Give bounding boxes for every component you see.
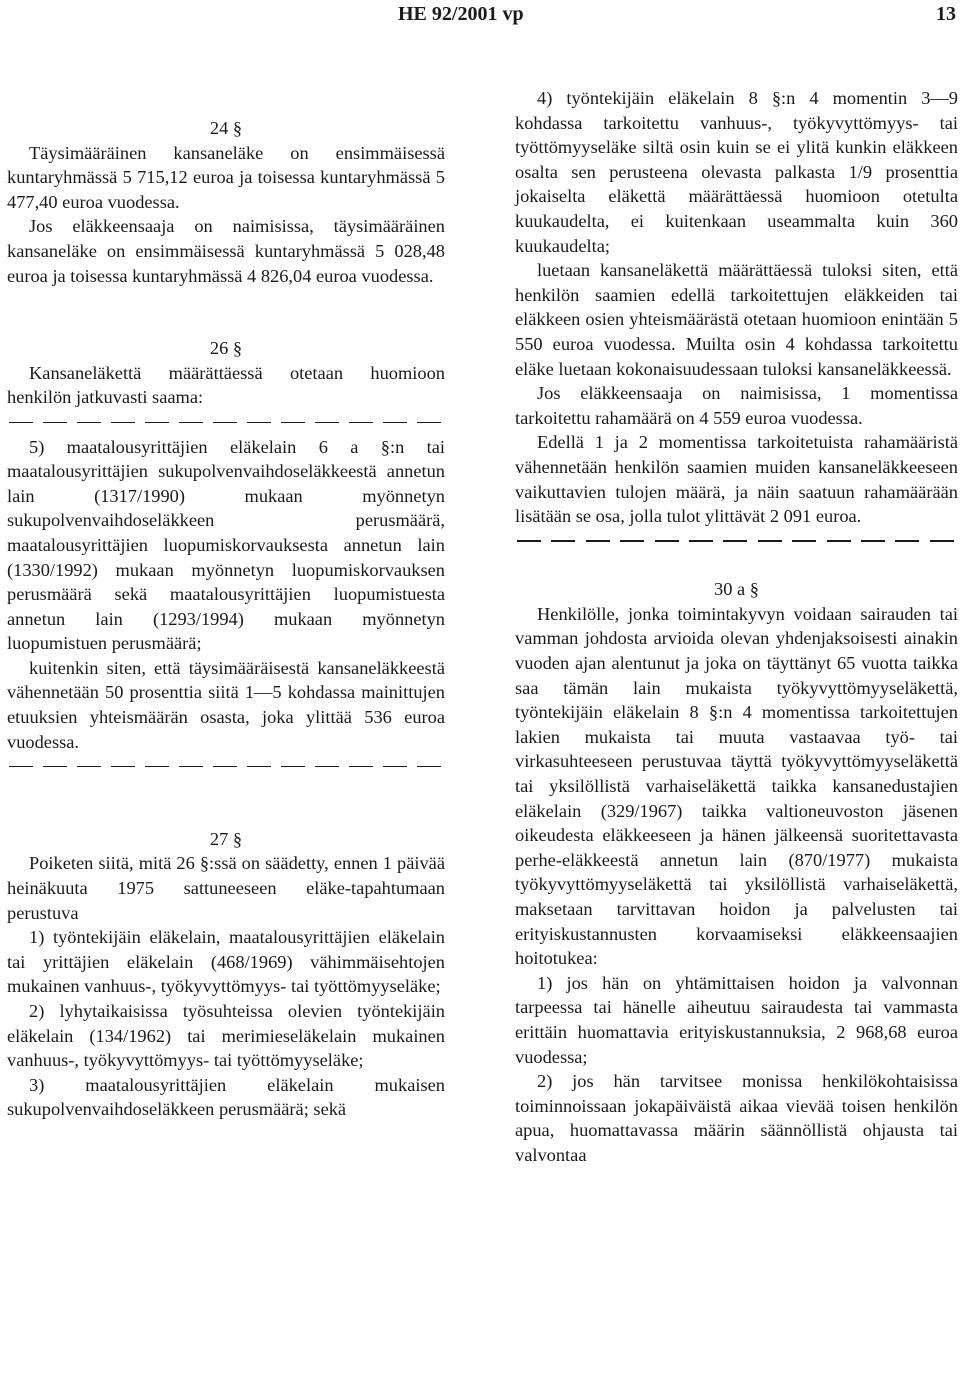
paragraph: 4) työntekijäin eläkelain 8 §:n 4 momentin 3—9 kohdassa tarkoitettu vanhuus-, työkyvyttömyys- tai työttömyyseläke siltä osin kuin se ei ylitä kunkin eläkkeen osalta sen perusteena olevasta palkasta 1/9 prosenttia jokaiselta eläkettä määrättäessä huomioon otetulta kuukaudelta, ei kuitenkaan useammalta kuin 360 kuukaudelta; (515, 88, 958, 256)
document-id: HE 92/2001 vp (398, 3, 524, 25)
left-column (7, 86, 445, 1122)
omission-dashes (7, 754, 445, 779)
paragraph: 1) jos hän on yhtämittaisen hoidon ja valvonnan tarpeessa tai hänelle aiheutuu sairaudesta tai vammasta erittäin huomattavia erityiskustannuksia, 2 968,68 euroa vuodessa; (515, 972, 958, 1067)
section-heading-27: 27 § (209, 828, 243, 849)
omission-dashes (515, 529, 958, 554)
paragraph: kuitenkin siten, että täysimääräisestä kansaneläkkeestä vähennetään 50 prosenttia siitä 1—5 kohdassa mainittujen etuuksien yhteismäärän osasta, joka ylittää 536 euroa vuodessa. (7, 657, 445, 752)
paragraph: Edellä 1 ja 2 momentissa tarkoitetuista rahamääristä vähennetään henkilön saamien muiden kansaneläkkeeseen vaikuttavien tulojen määrä, ja näin saatuun rahamäärään lisätään se osa, jolla tulot ylittävät 2 091 euroa. (515, 432, 958, 527)
paragraph: Henkilölle, jonka toimintakyvyn voidaan sairauden tai vamman johdosta arvioida olevan yhdenjaksoisesti ainakin vuoden ajan alentunut ja joka on täyttänyt 65 vuotta taikka saa tämän lain mukaista työkyvyttömyyseläkettä, työntekijäin eläkelain 8 §:n 4 momentissa tarkoitettujen lakien mukaista tai muuta vastaavaa työ- tai virkasuhteeseen perustuvaa täyttä työkyvyttömyyseläkettä tai yksilöllistä varhaiseläkettä taikka kansanedustajien eläkelain (329/1967) taikka valtioneuvoston jäsenen oikeudesta eläkkeeseen ja hänen jälkeensä suoritettavasta perhe-eläkkeestä annetun lain (870/1977) mukaista työkyvyttömyyseläkettä tai yksilöllistä varhaiseläkettä, maksetaan tarvittavan hoidon ja palvelusten tai erityiskustannusten korvaamiseksi eläkkeensaajien hoitotukea: (515, 603, 958, 969)
page-header (0, 0, 960, 36)
paragraph: Kansaneläkettä määrättäessä otetaan huomioon henkilön jatkuvasti saama: (7, 362, 445, 408)
paragraph: Jos eläkkeensaaja on naimisissa, 1 momentissa tarkoitettu rahamäärä on 4 559 euroa vuodessa. (515, 383, 958, 428)
paragraph: 5) maatalousyrittäjien eläkelain 6 a §:n tai maatalousyrittäjien sukupolvenvaihdoseläkkeestä annetun lain (1317/1990) mukaan myönnetyn sukupolvenvaihdoseläkkeen perusmäärä, maatalousyrittäjien luopumiskorvauksesta annetun lain (1330/1992) mukaan myönnetyn luopumiskorvauksen perusmäärä sekä maatalousyrittäjien luopumistuesta annetun lain (1293/1994) mukaan myönnetyn luopumistuen perusmäärä; (7, 436, 445, 654)
omission-dashes (7, 410, 445, 435)
paragraph: Poiketen siitä, mitä 26 §:ssä on säädetty, ennen 1 päivää heinäkuuta 1975 sattuneeseen eläke-tapahtumaan perustuva (7, 853, 445, 923)
section-heading-24: 24 § (209, 118, 243, 138)
paragraph: Jos eläkkeensaaja on naimisissa, täysimääräinen kansaneläke on ensimmäisessä kuntaryhmässä 5 028,48 euroa ja toisessa kuntaryhmässä 4 826,04 euroa vuodessa. (7, 216, 445, 286)
paragraph: Täysimääräinen kansaneläke on ensimmäisessä kuntaryhmässä 5 715,12 euroa ja toisessa kuntaryhmässä 5 477,40 euroa vuodessa. (7, 142, 445, 212)
section-heading-30a: 30 a § (714, 579, 759, 600)
right-column (515, 86, 958, 1168)
section-heading-26: 26 § (209, 338, 243, 359)
page-number: 13 (936, 3, 956, 25)
paragraph: 1) työntekijäin eläkelain, maatalousyrittäjien eläkelain tai yrittäjien eläkelain (468/1969) vähimmäisehtojen mukainen vanhuus-, työkyvyttömyys- tai työttömyyseläke; (7, 927, 445, 997)
paragraph: 3) maatalousyrittäjien eläkelain mukaisen sukupolvenvaihdoseläkkeen perusmäärä; sekä (7, 1074, 445, 1120)
paragraph: 2) jos hän tarvitsee monissa henkilökohtaisissa toiminnoissaan jokapäiväistä aikaa vievää toisen henkilön apua, huomattavassa määrin säännöllistä ohjausta tai valvontaa (515, 1071, 958, 1165)
paragraph: 2) lyhytaikaisissa työsuhteissa olevien työntekijäin eläkelain (134/1962) tai merimieseläkelain mukainen vanhuus-, työkyvyttömyys- tai työttömyyseläke; (7, 1001, 445, 1071)
paragraph: luetaan kansaneläkettä määrättäessä tuloksi siten, että henkilön saamien edellä tarkoitettujen eläkkeiden tai eläkkeen osien yhteismäärästä otetaan huomioon enintään 5 550 euroa vuodessa. Muilta osin 4 kohdassa tarkoitettu eläke luetaan kokonaisuudessaan tuloksi kansaneläkkeessä. (515, 260, 958, 379)
